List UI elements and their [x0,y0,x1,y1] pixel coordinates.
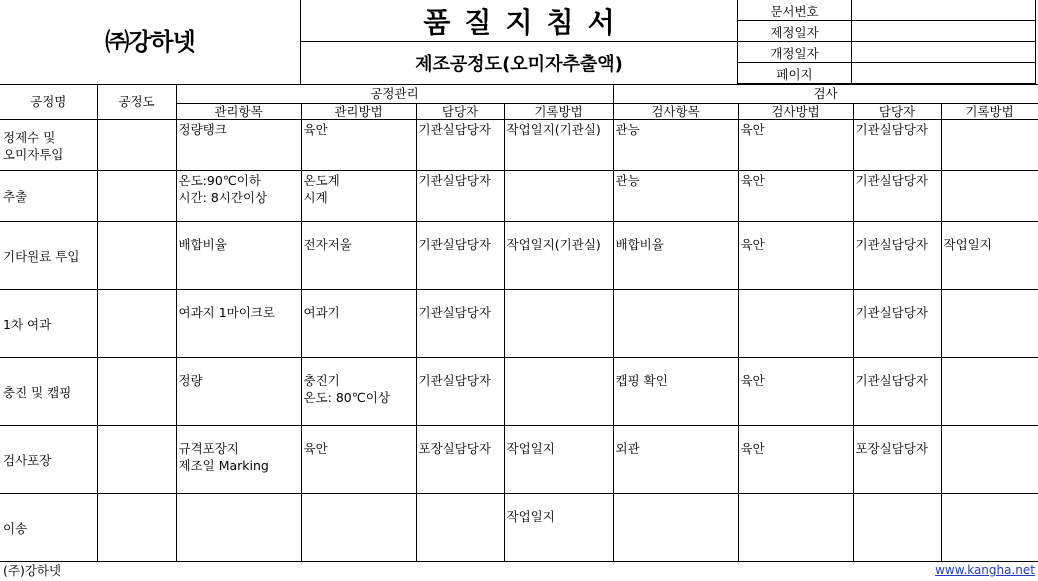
control-record: 작업일지(기관실) [504,222,613,290]
control-item: 온도:90℃이하 시간: 8시간이상 [176,171,301,222]
process-name: 정제수 및 오미자투입 [0,120,97,171]
col-header-inspection-person: 담당자 [853,104,941,120]
process-diagram [97,120,176,171]
meta-value-page [852,63,1036,84]
col-header-control-record: 기록방법 [504,104,613,120]
control-record [504,358,613,426]
process-name: 충진 및 캡핑 [0,358,97,426]
process-diagram [97,290,176,358]
process-name: 추출 [0,171,97,222]
inspection-person [853,494,941,562]
control-item: 정량 [176,358,301,426]
meta-value-doc-number [852,0,1036,21]
control-person: 포장실담당자 [416,426,504,494]
control-person: 기관실담당자 [416,358,504,426]
control-item: 정량탱크 [176,120,301,171]
header-row-groups [0,85,1038,104]
process-diagram [97,494,176,562]
control-item: 여과지 1마이크로 [176,290,301,358]
inspection-method: 육안 [738,358,853,426]
meta-label-page: 페이지 [738,63,852,84]
process-diagram [97,358,176,426]
inspection-record: 작업일지 [941,222,1038,290]
inspection-item: 캡핑 확인 [613,358,738,426]
meta-value-established-date [852,21,1036,42]
meta-label-doc-number: 문서번호 [738,0,852,21]
meta-label-established-date: 제정일자 [738,21,852,42]
control-method: 육안 [301,426,416,494]
process-diagram [97,426,176,494]
inspection-record [941,358,1038,426]
meta-row-doc-number [738,0,1036,21]
inspection-record [941,290,1038,358]
meta-label-revised-date: 개정일자 [738,42,852,63]
col-header-group-inspection: 검사 [613,85,1038,104]
process-name: 기타원료 투입 [0,222,97,290]
control-record: 작업일지 [504,494,613,562]
document-meta-block [738,0,1036,84]
meta-row-page [738,63,1036,84]
inspection-person: 포장실담당자 [853,426,941,494]
control-item [176,494,301,562]
col-header-control-person: 담당자 [416,104,504,120]
meta-value-revised-date [852,42,1036,63]
process-name: 이송 [0,494,97,562]
control-method: 여과기 [301,290,416,358]
inspection-method: 육안 [738,222,853,290]
inspection-item: 배합비율 [613,222,738,290]
control-method [301,494,416,562]
control-item: 배합비율 [176,222,301,290]
inspection-person: 기관실담당자 [853,222,941,290]
inspection-item: 관능 [613,120,738,171]
col-header-process-name: 공정명 [0,85,97,120]
footer-website-link[interactable]: www.kangha.net [935,563,1035,577]
col-header-inspection-record: 기록방법 [941,104,1038,120]
col-header-process-diagram: 공정도 [97,85,176,120]
process-name: 검사포장 [0,426,97,494]
meta-row-revised-date [738,42,1036,63]
document-title-cell [301,0,738,42]
control-person: 기관실담당자 [416,290,504,358]
process-diagram [97,222,176,290]
control-person: 기관실담당자 [416,120,504,171]
inspection-method [738,494,853,562]
control-record [504,171,613,222]
inspection-person: 기관실담당자 [853,171,941,222]
control-record: 작업일지 [504,426,613,494]
footer-company: (주)강하넷 [3,563,62,578]
inspection-person: 기관실담당자 [853,290,941,358]
process-name: 1차 여과 [0,290,97,358]
control-person [416,494,504,562]
control-method: 전자저울 [301,222,416,290]
inspection-method [738,290,853,358]
company-name: ㈜강하넷 [105,27,195,56]
meta-row-established-date [738,21,1036,42]
process-table [0,84,1038,562]
col-header-control-item: 관리항목 [176,104,301,120]
control-record [504,290,613,358]
inspection-method: 육안 [738,171,853,222]
col-header-inspection-method: 검사방법 [738,104,853,120]
control-method: 충진기 온도: 80℃이상 [301,358,416,426]
table-row [0,290,1038,358]
inspection-record [941,120,1038,171]
control-person: 기관실담당자 [416,171,504,222]
inspection-record [941,171,1038,222]
control-person: 기관실담당자 [416,222,504,290]
table-row [0,171,1038,222]
table-row [0,358,1038,426]
inspection-person: 기관실담당자 [853,120,941,171]
document-subtitle-cell [301,42,738,84]
inspection-item [613,290,738,358]
col-header-inspection-item: 검사항목 [613,104,738,120]
inspection-record [941,426,1038,494]
col-header-group-control: 공정관리 [176,85,613,104]
control-method: 육안 [301,120,416,171]
inspection-item [613,494,738,562]
control-method: 온도계 시계 [301,171,416,222]
inspection-person: 기관실담당자 [853,358,941,426]
document-header [0,0,1036,84]
inspection-method: 육안 [738,426,853,494]
inspection-item: 관능 [613,171,738,222]
inspection-record [941,494,1038,562]
inspection-item: 외관 [613,426,738,494]
table-row [0,222,1038,290]
inspection-method: 육안 [738,120,853,171]
control-item: 규격포장지 제조일 Marking [176,426,301,494]
control-record: 작업일지(기관실) [504,120,613,171]
table-row [0,426,1038,494]
document-subtitle: 제조공정도(오미자추출액) [415,54,623,75]
document-title: 품질지침서 [423,5,629,39]
process-diagram [97,171,176,222]
col-header-control-method: 관리방법 [301,104,416,120]
table-row [0,494,1038,562]
company-name-cell [0,0,301,84]
table-row [0,120,1038,171]
